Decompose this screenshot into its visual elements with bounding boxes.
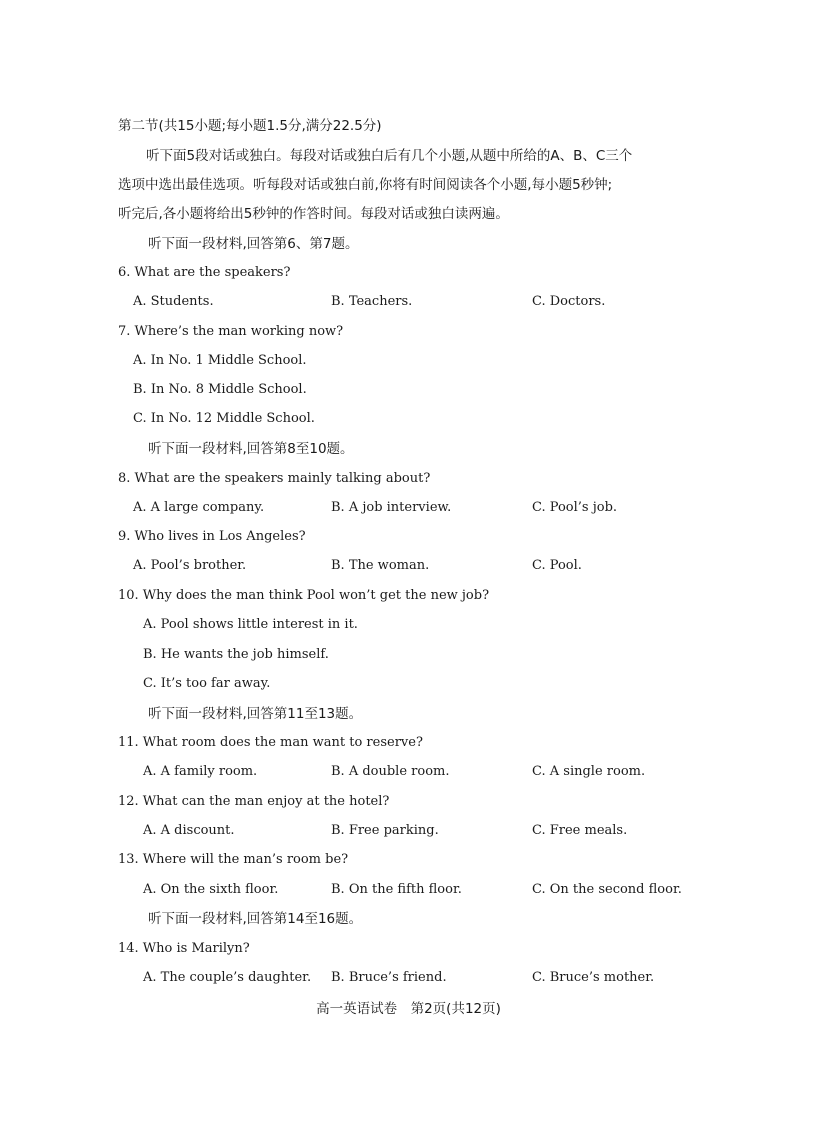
question-9-stem: 9. Who lives in Los Angeles?: [118, 529, 306, 544]
question-9-option-a: A. Pool’s brother.: [133, 558, 247, 573]
question-10-stem: 10. Why does the man think Pool won’t get the new job?: [118, 588, 490, 603]
section-heading: 第二节(共15小题;每小题1.5分,满分22.5分): [118, 118, 382, 134]
question-14-option-b: B. Bruce’s friend.: [331, 970, 447, 985]
question-6-option-a: A. Students.: [133, 294, 214, 309]
question-13-stem: 13. Where will the man’s room be?: [118, 852, 349, 867]
question-10-option-b: B. He wants the job himself.: [143, 647, 329, 662]
question-7-stem: 7. Where’s the man working now?: [118, 324, 344, 339]
question-7-option-b: B. In No. 8 Middle School.: [133, 382, 307, 397]
question-14-option-a: A. The couple’s daughter.: [143, 970, 312, 985]
page-footer: 高一英语试卷 第2页(共12页): [316, 1001, 501, 1017]
question-14-stem: 14. Who is Marilyn?: [118, 941, 250, 956]
question-6-option-b: B. Teachers.: [331, 294, 413, 309]
instructions-line-2: 选项中选出最佳选项。听每段对话或独白前,你将有时间阅读各个小题,每小题5秒钟;: [118, 177, 613, 193]
question-12-stem: 12. What can the man enjoy at the hotel?: [118, 794, 390, 809]
question-9-option-c: C. Pool.: [532, 558, 582, 573]
question-8-option-a: A. A large company.: [133, 500, 265, 515]
group-instruction: 听下面一段材料,回答第6、第7题。: [148, 236, 359, 252]
question-12-option-b: B. Free parking.: [331, 823, 439, 838]
question-6-option-c: C. Doctors.: [532, 294, 606, 309]
question-6-stem: 6. What are the speakers?: [118, 265, 291, 280]
question-7-option-c: C. In No. 12 Middle School.: [133, 411, 315, 426]
instructions-line-1: 听下面5段对话或独白。每段对话或独白后有几个小题,从题中所给的A、B、C三个: [146, 148, 633, 164]
question-7-option-a: A. In No. 1 Middle School.: [133, 353, 307, 368]
question-13-option-b: B. On the fifth floor.: [331, 882, 462, 897]
question-10-option-a: A. Pool shows little interest in it.: [143, 617, 358, 632]
question-8-option-c: C. Pool’s job.: [532, 500, 618, 515]
question-13-option-c: C. On the second floor.: [532, 882, 682, 897]
question-11-option-b: B. A double room.: [331, 764, 450, 779]
question-8-option-b: B. A job interview.: [331, 500, 452, 515]
question-9-option-b: B. The woman.: [331, 558, 430, 573]
instructions-line-3: 听完后,各小题将给出5秒钟的作答时间。每段对话或独白读两遍。: [118, 206, 509, 222]
question-11-option-c: C. A single room.: [532, 764, 646, 779]
question-11-option-a: A. A family room.: [143, 764, 258, 779]
group-instruction: 听下面一段材料,回答第11至13题。: [148, 706, 363, 722]
question-8-stem: 8. What are the speakers mainly talking about?: [118, 471, 431, 486]
question-10-option-c: C. It’s too far away.: [143, 676, 271, 691]
question-13-option-a: A. On the sixth floor.: [143, 882, 279, 897]
question-11-stem: 11. What room does the man want to reserve?: [118, 735, 423, 750]
question-12-option-c: C. Free meals.: [532, 823, 628, 838]
question-12-option-a: A. A discount.: [143, 823, 235, 838]
group-instruction: 听下面一段材料,回答第14至16题。: [148, 911, 363, 927]
group-instruction: 听下面一段材料,回答第8至10题。: [148, 441, 354, 457]
question-14-option-c: C. Bruce’s mother.: [532, 970, 655, 985]
